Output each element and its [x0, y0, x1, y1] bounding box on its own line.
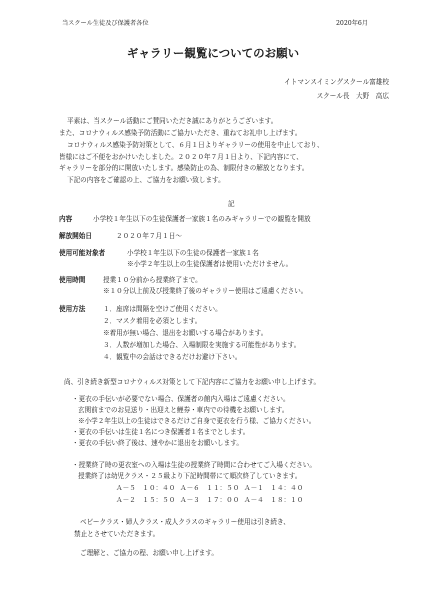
time-label: 使用時間: [59, 276, 86, 284]
schedule-row: [116, 496, 308, 504]
content-label: 内容: [59, 215, 73, 223]
time-line: 授業１０分前から授業終了まで。: [103, 276, 202, 284]
addressee: 当スクール生徒及び保護者各位: [62, 20, 149, 27]
closing-line: ご理解と、ご協力の程、お願い申し上げます。: [80, 549, 218, 557]
method-label: 使用方法: [59, 305, 86, 313]
intro-line: 皆様にはご不便をおかけいたしました。２０２０年７月１日より、下記内容にて、: [59, 153, 303, 161]
start-value: ２０２０年７月１日～: [116, 232, 182, 240]
bullet-item: 玄関前までのお見送り・出迎えと鯉券・車内での待機をお願いします。: [78, 406, 289, 414]
closing-line: 禁止とさせていただきます。: [74, 530, 160, 538]
ki-marker: 記: [228, 200, 235, 208]
schedule-slot: Ａ－３ １７：００: [180, 496, 240, 504]
schedule-slot: Ａ－５ １０：４０: [116, 484, 176, 492]
schedule-slot: Ａ－１ １４：４０: [244, 484, 304, 492]
entry-note: 授業終了は幼児クラス・２５級より下記時間帯にて順次終了していきます。: [78, 472, 302, 480]
closing-line: ベビークラス・婦人クラス・成人クラスのギャラリー使用は引き続き、: [80, 518, 290, 526]
method-item: ４．観覧中の会話はできるだけお避け下さい。: [103, 353, 242, 361]
method-note: ※着用が無い場合、退出をお願いする場合があります。: [103, 329, 268, 337]
entry-note: ・授業終了時の更衣室への入場は生徒の授業終了時間に合わせてご入場ください。: [72, 461, 316, 469]
intro-line: また、コロナウィルス感染予防活動にご協力いただき、重ねてお礼申し上げます。: [59, 129, 302, 137]
bullet-item: ・更衣の手伝いが必要でない場合、保護者の館内入場はご遠慮ください。: [72, 395, 290, 403]
bullet-note: ※小学２年生以上の生徒はできるだけご自身で更衣を行う様、ご協力ください。: [78, 417, 316, 425]
method-item: ３．人数が増加した場合、入場制限を実施する可能性があります。: [103, 341, 301, 349]
cooperation-lead: 尚、引き続き新型コロナウィルス対策として下記内容にご協力をお願い申し上げます。: [64, 378, 321, 386]
schedule-slot: Ａ－６ １１：５０: [180, 484, 240, 492]
intro-line: コロナウィルス感染予防対策として、６月１日よりギャラリーの使用を中止しており、: [67, 141, 324, 149]
intro-line: ギャラリーを部分的に開放いたします。感染防止の為、制限付きの解放となります。: [59, 164, 309, 172]
method-item: １．座席は間隔を空けご使用ください。: [103, 305, 222, 313]
schedule-slot: Ａ－４ １８：１０: [244, 496, 304, 504]
sender-principal: スクール長 大野 高広: [316, 92, 389, 100]
eligible-label: 使用可能対象者: [59, 249, 106, 257]
intro-line: 下記の内容をご確認の上、ご協力をお願い致します。: [67, 176, 225, 184]
bullet-item: ・更衣の手伝いは生徒１名につき保護者１名までとします。: [72, 428, 250, 436]
eligible-note: ※小学２年生以上の生徒保護者は使用いただけません。: [127, 260, 293, 268]
document-date: 2020年6月: [336, 20, 369, 27]
page-title: ギャラリー観覧についてのお願い: [126, 46, 300, 60]
intro-line: 平素は、当スクール活動にご賛同いただき誠にありがとうございます。: [67, 117, 278, 125]
content-value: 小学校１年生以下の生徒保護者一家族１名のみギャラリーでの観覧を開放: [93, 215, 311, 223]
schedule-slot: Ａ－２ １５：５０: [116, 496, 176, 504]
sender-school: イトマンスイミングスクール富雄校: [284, 78, 389, 86]
time-note: ※１０分以上前及び授業終了後のギャラリー使用はご遠慮ください。: [103, 287, 308, 295]
schedule-row: [116, 484, 308, 492]
bullet-item: ・更衣の手伝い終了後は、速やかに退出をお願いします。: [72, 439, 243, 447]
method-item: ２．マスク着用を必須とします。: [103, 317, 202, 325]
eligible-line: 小学校１年生以下の生徒の保護者一家族１名: [127, 249, 259, 257]
start-label: 解放開始日: [59, 232, 92, 240]
